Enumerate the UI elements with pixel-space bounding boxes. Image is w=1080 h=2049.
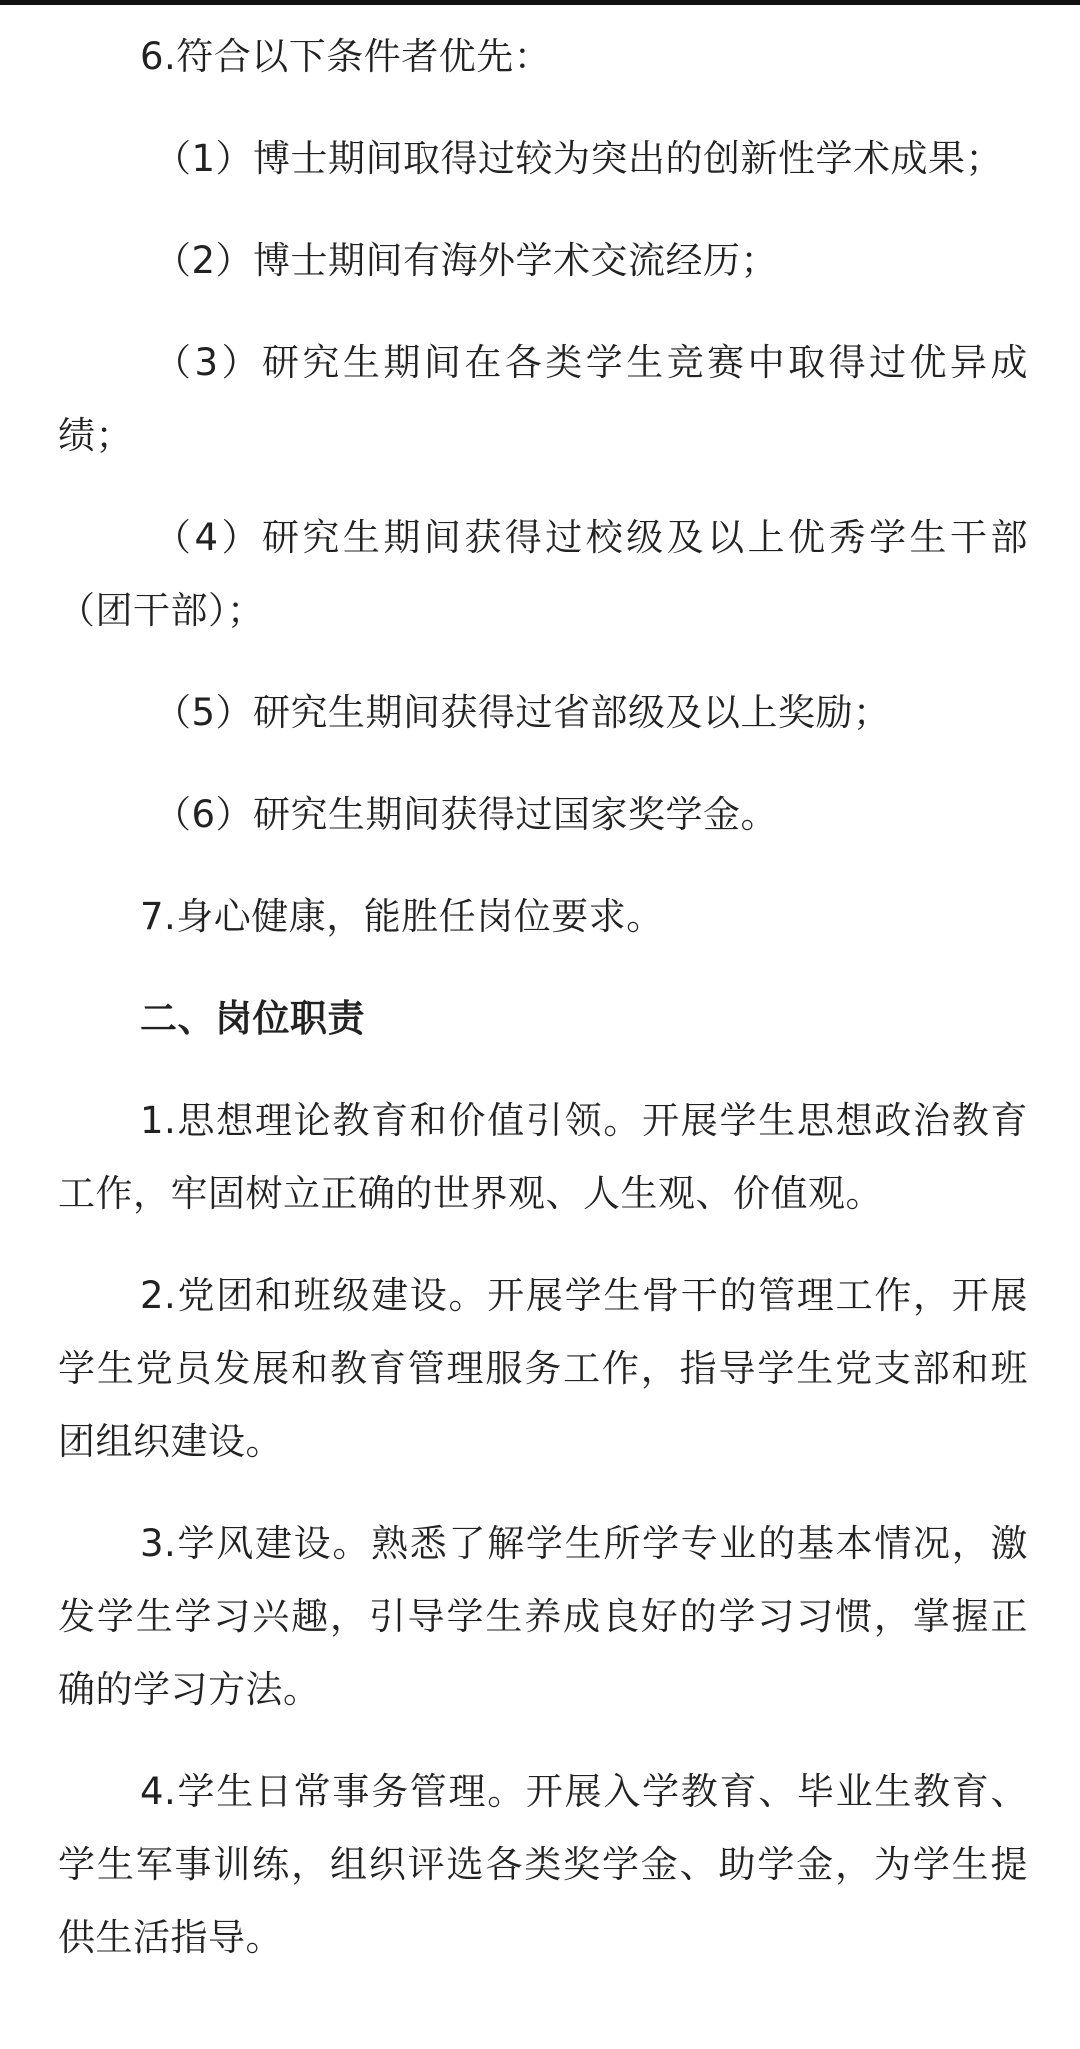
duty-3: 3.学风建设。熟悉了解学生所学专业的基本情况，激发学生学习兴趣，引导学生养成良好的学习习惯，掌握正确的学习方法。 <box>58 1522 1028 1711</box>
section-heading: 二、岗位职责 <box>140 997 365 1040</box>
duty-1: 1.思想理论教育和价值引领。开展学生思想政治教育工作，牢固树立正确的世界观、人生观、价值观。 <box>58 1099 1028 1215</box>
priority-item-5: （5）研究生期间获得过省部级及以上奖励； <box>154 691 891 734</box>
priority-item-2: （2）博士期间有海外学术交流经历； <box>154 239 779 282</box>
requirement-7: 7.身心健康，能胜任岗位要求。 <box>140 895 664 938</box>
top-edge-bar <box>0 0 1080 5</box>
priority-item-6: （6）研究生期间获得过国家奖学金。 <box>154 793 779 836</box>
priority-item-3: （3）研究生期间在各类学生竞赛中取得过优异成绩； <box>58 341 1028 457</box>
priority-item-1: （1）博士期间取得过较为突出的创新性学术成果； <box>154 137 1004 180</box>
requirement-6: 6.符合以下条件者优先： <box>140 35 552 78</box>
priority-item-4: （4）研究生期间获得过校级及以上优秀学生干部（团干部）； <box>58 516 1028 632</box>
duty-2: 2.党团和班级建设。开展学生骨干的管理工作，开展学生党员发展和教育管理服务工作，指导学生党支部和班团组织建设。 <box>58 1274 1028 1463</box>
document-body <box>58 20 1028 2003</box>
duty-4: 4.学生日常事务管理。开展入学教育、毕业生教育、学生军事训练，组织评选各类奖学金、助学金，为学生提供生活指导。 <box>58 1770 1028 1959</box>
